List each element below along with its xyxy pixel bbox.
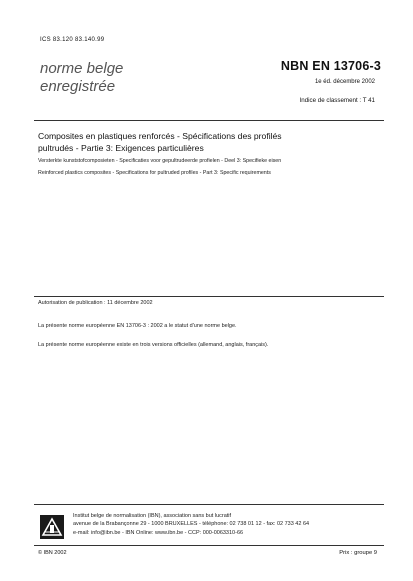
ibn-logo	[40, 515, 64, 539]
brand-line-1: norme belge	[40, 60, 124, 77]
brand-title	[40, 60, 123, 96]
address-line-1: Institut belge de normalisation (IBN), association sans but lucratif	[73, 513, 232, 519]
address-line-3: e-mail: info@ibn.be - IBN Online: www.ibn.be - CCP: 000-0063310-66	[73, 529, 244, 536]
divider-footer	[34, 545, 384, 546]
title-dutch: Versterkte kunststofcomposieten - Specificaties voor gepultrudeerde profielen - Deel 3: Specifieke eisen	[38, 158, 282, 164]
institute-address	[73, 512, 309, 537]
language-statement: La présente norme européenne existe en trois versions officielles (allemand, anglais, français).	[38, 342, 269, 348]
divider-middle	[34, 296, 384, 297]
copyright: © IBN 2002	[38, 550, 67, 556]
divider-bottom	[34, 504, 384, 505]
ibn-logo-icon	[40, 515, 64, 539]
divider-top	[34, 120, 384, 121]
status-statement: La présente norme européenne EN 13706-3 : 2002 a le statut d'une norme belge.	[38, 323, 237, 329]
title-line-2: pultrudés - Partie 3: Exigences particulières	[38, 143, 204, 153]
publication-authorization: Autorisation de publication : 11 décembre 2002	[38, 300, 153, 306]
brand-line-2: enregistrée	[40, 78, 116, 95]
ics-codes: ICS 83.120 83.140.99	[40, 37, 105, 43]
document-title	[38, 130, 282, 154]
edition-date: 1e éd. décembre 2002	[314, 79, 375, 85]
price-group: Prix : groupe 9	[339, 550, 377, 556]
title-line-1: Composites en plastiques renforcés - Spécifications des profilés	[38, 131, 282, 141]
title-english: Reinforced plastics composites - Specifications for pultruded profiles - Part 3: Specific requirements	[38, 170, 271, 176]
classification-index: Indice de classement : T 41	[299, 97, 375, 104]
address-line-2: avenue de la Brabançonne 29 - 1000 BRUXELLES - téléphone: 02 738 01 12 - fax: 02 733 42 64	[73, 521, 310, 528]
standard-number: NBN EN 13706-3	[280, 59, 381, 73]
